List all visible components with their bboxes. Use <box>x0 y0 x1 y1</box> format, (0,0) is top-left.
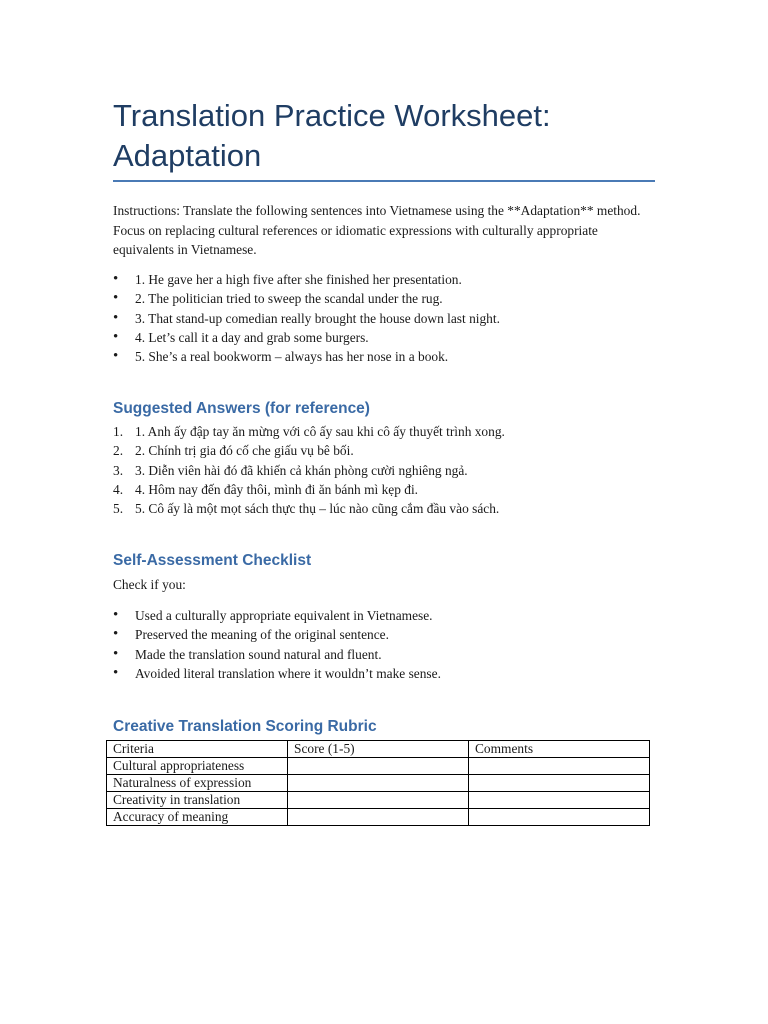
bullet-icon: • <box>113 664 119 681</box>
bullet-icon: • <box>113 645 119 662</box>
column-header-comments: Comments <box>469 741 650 758</box>
answer-number: 1. <box>113 424 124 439</box>
table-row <box>107 775 650 792</box>
bullet-icon: • <box>113 348 119 365</box>
table-row <box>107 809 650 826</box>
bullet-icon: • <box>113 607 119 623</box>
checklist-intro: Check if you: <box>113 577 186 592</box>
instructions-text: Instructions: Translate the following sentences into Vietnamese using the **Adaptation** method. Focus on replacing cultural references or idiomatic expressions with culturally appropriate equivalents in Vietnamese. <box>113 203 641 257</box>
list-item <box>113 422 653 441</box>
list-item <box>113 625 653 644</box>
answer-text: 4. Hôm nay đến đây thôi, mình đi ăn bánh mì kẹp đi. <box>135 481 419 497</box>
bullet-icon: • <box>113 290 119 307</box>
comments-cell[interactable] <box>469 809 650 826</box>
column-header-score: Score (1-5) <box>288 741 469 758</box>
bullet-icon: • <box>113 309 119 326</box>
list-item <box>113 347 653 366</box>
title-divider <box>113 180 655 182</box>
answer-text: 5. Cô ấy là một mọt sách thực thụ – lúc nào cũng cắm đầu vào sách. <box>135 501 500 517</box>
rubric-table <box>106 740 650 826</box>
bullet-icon: • <box>113 328 119 345</box>
list-item <box>113 461 653 480</box>
checklist <box>113 606 653 683</box>
answers-list <box>113 422 653 518</box>
answer-number: 4. <box>113 481 124 497</box>
list-item <box>113 664 653 683</box>
column-header-criteria: Criteria <box>107 741 288 758</box>
list-item <box>113 480 653 499</box>
score-cell[interactable] <box>288 775 469 792</box>
answer-number: 3. <box>113 462 124 478</box>
answer-number: 2. <box>113 443 124 459</box>
score-cell[interactable] <box>288 792 469 809</box>
answer-text: 3. Diễn viên hài đó đã khiến cả khán phòng cười nghiêng ngả. <box>135 462 468 478</box>
checklist-text: Used a culturally appropriate equivalent in Vietnamese. <box>135 608 433 623</box>
list-item <box>113 441 653 460</box>
sentence-list <box>113 270 653 366</box>
list-item <box>113 289 653 308</box>
comments-cell[interactable] <box>469 775 650 792</box>
checklist-text: Preserved the meaning of the original sentence. <box>135 627 389 643</box>
page-title: Translation Practice Worksheet: Adaptation <box>113 98 551 173</box>
list-item <box>113 328 653 347</box>
criteria-cell: Accuracy of meaning <box>107 809 288 826</box>
answers-heading: Suggested Answers (for reference) <box>113 400 370 417</box>
sentence-text: 5. She’s a real bookworm – always has her nose in a book. <box>135 349 449 365</box>
answer-text: 2. Chính trị gia đó cố che giấu vụ bê bối. <box>135 443 354 459</box>
comments-cell[interactable] <box>469 758 650 775</box>
sentence-text: 4. Let’s call it a day and grab some burgers. <box>135 329 369 345</box>
sentence-text: 1. He gave her a high five after she finished her presentation. <box>135 272 462 287</box>
answer-text: 1. Anh ấy đập tay ăn mừng với cô ấy sau khi cô ấy thuyết trình xong. <box>135 424 505 439</box>
bullet-icon: • <box>113 626 119 643</box>
criteria-cell: Naturalness of expression <box>107 775 288 792</box>
criteria-cell: Creativity in translation <box>107 792 288 809</box>
score-cell[interactable] <box>288 758 469 775</box>
list-item <box>113 645 653 664</box>
list-item <box>113 499 653 518</box>
sentence-text: 3. That stand-up comedian really brought the house down last night. <box>135 310 500 326</box>
rubric-heading: Creative Translation Scoring Rubric <box>113 718 377 735</box>
comments-cell[interactable] <box>469 792 650 809</box>
table-header-row <box>107 741 650 758</box>
criteria-cell: Cultural appropriateness <box>107 758 288 775</box>
checklist-heading: Self-Assessment Checklist <box>113 552 312 569</box>
sentence-text: 2. The politician tried to sweep the scandal under the rug. <box>135 291 443 307</box>
score-cell[interactable] <box>288 809 469 826</box>
list-item <box>113 606 653 625</box>
list-item <box>113 309 653 328</box>
bullet-icon: • <box>113 271 119 287</box>
answer-number: 5. <box>113 501 124 517</box>
table-row <box>107 758 650 775</box>
checklist-text: Made the translation sound natural and fluent. <box>135 646 382 662</box>
table-row <box>107 792 650 809</box>
checklist-text: Avoided literal translation where it wouldn’t make sense. <box>135 665 441 681</box>
list-item <box>113 270 653 289</box>
